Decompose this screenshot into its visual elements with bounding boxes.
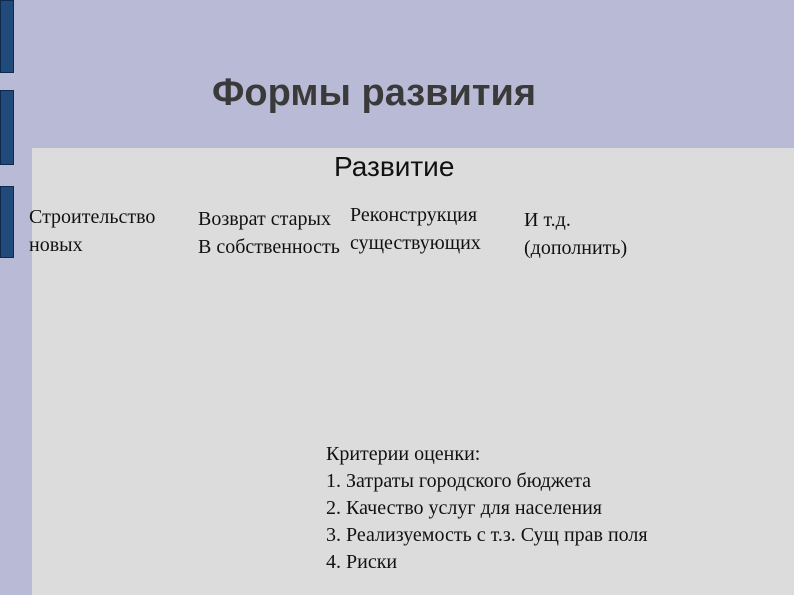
column-line: Возврат старых	[198, 208, 331, 230]
column-line: И т.д.	[524, 209, 571, 231]
column-line: Строительство	[29, 206, 156, 228]
criteria-item: 1. Затраты городского бюджета	[326, 470, 592, 492]
development-form-column	[29, 203, 155, 259]
column-line: существующих	[350, 232, 481, 254]
slide-subtitle: Развитие	[334, 151, 455, 182]
criteria-heading: Критерии оценки:	[326, 443, 481, 465]
column-line: В собственность	[198, 236, 340, 258]
column-line: (дополнить)	[524, 237, 628, 259]
column-line: Реконструкция	[350, 204, 478, 226]
accent-bar-top	[0, 0, 14, 73]
development-form-column	[350, 201, 481, 257]
criteria-item: 4. Риски	[326, 551, 398, 573]
development-form-column	[524, 206, 627, 262]
development-form-column	[198, 205, 340, 261]
accent-bar-bottom	[0, 186, 14, 258]
accent-bar-middle	[0, 90, 14, 165]
column-line: новых	[29, 234, 83, 256]
criteria-block	[326, 441, 648, 576]
criteria-item: 3. Реализуемость с т.з. Сущ прав поля	[326, 524, 648, 546]
slide-title: Формы развития	[212, 72, 537, 114]
criteria-item: 2. Качество услуг для населения	[326, 497, 602, 519]
